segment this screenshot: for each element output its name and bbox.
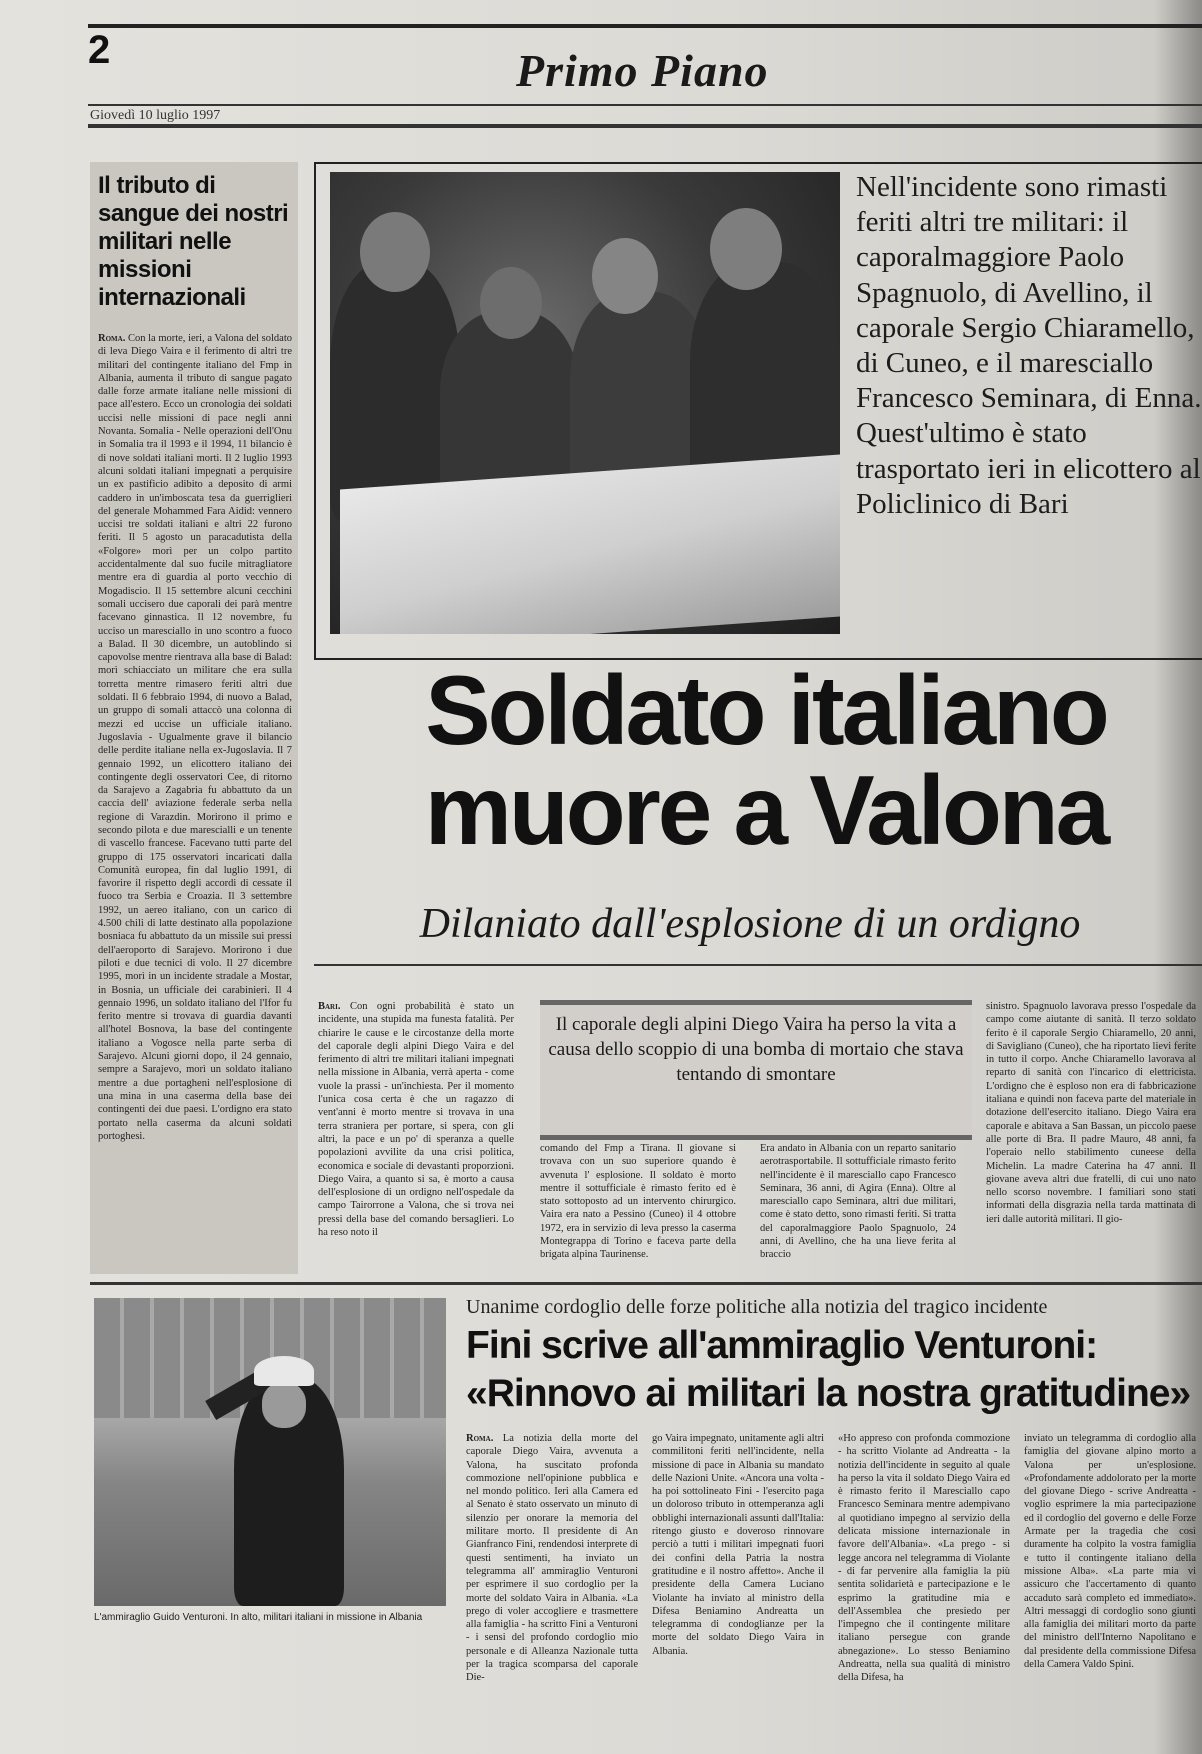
main-article-col-2: comando del Fmp a Tirana. Il giovane si trovava con un suo superiore quando è avvenuta l' esplosione. Il soldato è morto mentre il sottufficiale è rimasto ferito ed è stato sottoposto ad un intervento chirurgico. Vaira era nato a Pessino (Cuneo) il 4 ottobre 1972, era in servizio di leva presso la caserma Montegrappa di Torino e faceva parte della brigata alpina Taurinense. — [540, 1143, 736, 1261]
photo-quote: Nell'incidente sono rimasti feriti altri tre militari: il caporalmaggiore Paolo Spagnuolo, di Avellino, il caporale Sergio Chiaramello, di Cuneo, e il maresciallo Francesco Seminara, di Enna. Quest'ultimo è stato trasportato ieri in elicottero al Policlinico di Bari — [856, 171, 1202, 520]
main-article-col-3: Era andato in Albania con un reparto sanitario aerotrasportabile. Il sottufficiale rimasto ferito nell'incidente è il maresciallo capo Francesco Seminara, 36 anni, di Agira (Enna). Oltre al maresciallo capo Seminara, altri due militari, come è stato detto, sono rimasti feriti. Si tratta del caporalmaggiore Paolo Spagnuolo, 24 anni, di Avellino, che ha una lieve ferita al braccio — [760, 1143, 956, 1261]
second-kicker: Unanime cordoglio delle forze politiche alla notizia del tragico incidente — [466, 1296, 1048, 1318]
main-article-text-1: Con ogni probabilità è stato un incidente, una stupida ma funesta fatalità. Per chiarire le cause e le circostanze della morte del caporale degli alpini Diego Vaira e del ferimento di altri tre militari italiani impegnati nella missione in Albania, verrà aperta - come vuole la prassi - un'inchiesta. Per il momento l'unica cosa certa è che un ragazzo di vent'anni è morto mentre si trovava in una terra straniera per portare, si spera, con gli altri, la pace e un po' di speranza a quelle popolazioni avvilite da una crisi politica, economica e sociale di devastanti proporzioni. Diego Vaira, a quanto si sa, è morto a causa dell'esplosione di un ordigno nell'ospedale da campo Tairorrone a Valona, che si trova nei pressi della base del comando bersaglieri. Lo ha reso noto il — [318, 1001, 514, 1239]
issue-date: Giovedì 10 luglio 1997 — [90, 108, 221, 123]
sidebar-body — [98, 332, 292, 1143]
main-article-col-1 — [318, 1000, 514, 1239]
subhead-rule — [314, 964, 1202, 966]
section-rule — [90, 1282, 1202, 1285]
soldier-head — [480, 267, 542, 339]
sidebar-lead: Roma. — [98, 333, 126, 344]
soldiers-photo — [330, 172, 840, 634]
section-title: Primo Piano — [516, 45, 769, 96]
masthead-rule — [88, 104, 1202, 106]
second-article-col-2: go Vaira impegnato, unitamente agli altri commilitoni feriti nell'incidente, nella missione di pace in Albania su mandato delle Nazioni Unite. «Ancora una volta - ha poi sottolineato Fini - l'esercito paga un doloroso tributo in ottemperanza agli obblighi internazionali assunti dall'Italia: ritengo giusto e doveroso rinnovare perciò a tutti i militari impegnati fuori dei confini della Patria la nostra gratitudine e il nostro affetto». Anche il presidente della Camera Luciano Violante ha inviato al ministro della Difesa Beniamino Andreatta un telegramma di condoglianze per la morte del soldato Diego Vaira in Albania. — [652, 1433, 824, 1657]
main-subhead: Dilaniato dall'esplosione di un ordigno — [419, 901, 1081, 947]
soldier-head — [592, 238, 658, 314]
page-number: 2 — [88, 28, 111, 72]
soldier-head — [360, 212, 430, 292]
headline-line-1: Soldato italiano — [425, 655, 1107, 765]
main-article-col-4: sinistro. Spagnuolo lavorava presso l'ospedale da campo come aiutante di sanità. Il terzo soldato ferito è il caporale Sergio Chiaramello, 20 anni, di Savigliano (Cuneo), che ha riportato lievi ferite in tutto il corpo. Anche Chiaramello lavorava al reparto di sanità con l'incarico di elettricista. L'ordigno che è esploso non era di fabbricazione italiana e quindi non faceva parte del materiale in dotazione dell'esercito italiano. Diego Vaira era caporale e abitava a San Bassan, un piccolo paese alle porte di Bra. Il padre Mauro, 48 anni, fa l'operaio nello stabilimento cuneese della Michelin. La madre Caterina ha 47 anni. Il giovane aveva altri due fratelli, di cui uno nato nello scorso novembre. I familiari sono stati informati della disgrazia nella tarda mattinata di ieri dalle autorità militari. Il gio- — [986, 1001, 1196, 1225]
masthead-rule-lower — [88, 124, 1202, 128]
sidebar-title: Il tributo di sangue dei nostri militari nelle missioni internazionali — [98, 172, 289, 311]
soldier-head — [710, 208, 782, 290]
main-headline — [330, 655, 1202, 865]
second-article-text-1: La notizia della morte del caporale Diego Vaira, avvenuta a Valona, ha suscitato profonda commozione nell'opinione pubblica e nel mondo politico. Ieri alla Camera ed al Senato è stato osservato un minuto di silenzio per onorare la memoria del militare morto. Il presidente di An Gianfranco Fini, rendendosi interprete di questi sentimenti, ha inviato un telegramma all' ammiraglio Venturoni per esprimere il suo cordoglio per la morte del soldato Vaira in Albania. «La prego di voler accogliere e trasmettere alla famiglia - ha scritto Fini a Venturoni - i sensi del profondo cordoglio mio personale e di Alleanza Nazionale tutta per la tragica scomparsa del caporale Die- — [466, 1433, 638, 1684]
main-article-deck: Il caporale degli alpini Diego Vaira ha perso la vita a causa dello scoppio di una bomba di mortaio che stava tentando di smontare — [548, 1014, 964, 1085]
headline-line-2: muore a Valona — [424, 755, 1108, 865]
second-article-lead: Roma. — [466, 1433, 494, 1444]
second-headline-line-2: «Rinnovo ai militari la nostra gratitudine» — [466, 1372, 1191, 1415]
sidebar-text: Con la morte, ieri, a Valona del soldato di leva Diego Vaira e il ferimento di altri tre militari del contingente italiano del Fmp in Albania, aumenta il tributo di sangue pagato dalle forze armate italiane nelle missioni di pace all'estero. Ecco un cronologia dei soldati uccisi nelle missioni di pace negli anni Novanta. Somalia - Nelle operazioni dell'Onu in Somalia tra il 1993 e il 1994, 11 bilancio è di nove soldati italiani morti. Il 2 luglio 1993 alcuni soldati italiani impegnati a perquisire un ex pastificio adibito a deposito di armi caddero in un'imboscata tesa da guerriglieri del generale Mohammed Fara Aidid: vennero uccisi tre soldati italiani e altri 22 furono feriti. Il 5 agosto un paracadutista della «Folgore» morì per un colpo partito accidentalmente dal suo fucile mitragliatore mentre era di guardia al porto vecchio di Mogadiscio. Il 15 settembre alcuni cecchini somali uccisero due caporali dei parà mentre facevano ginnastica. Il 12 novembre, fu ucciso un maresciallo in uno scontro a fuoco a Balad. Il 30 dicembre, un autoblindo si capovolse mentre rientrava alla base di Balad: morì schiacciato un militare che era sulla torretta mentre rimasero feriti altri due soldati. Il 6 febbraio 1994, di nuovo a Balad, un gruppo di somali attaccò una colonna di mezzi ed uccise un ufficiale italiano. Jugoslavia - Ugualmente grave il bilancio delle perdite italiane nella ex-Jugoslavia. Il 7 gennaio 1992, un elicottero italiano dei contingente degli osservatori Cee, di ritorno da Sarajevo a Zagabria fu abbattuto da un caccia dell' aviazione federale serba nella regione di Varazdin. Morirono il primo e secondo pilota e due marescialli e un tenente di vascello francese. Facevano tutti parte del gruppo di 175 osservatori incaricati dalla Comunità europea, fin dal luglio 1991, di favorire il rispetto degli accordi di cessate il fuoco tra Serbia e Croazia. Il 3 settembre 1992, un aereo italiano, con un carico di 4.500 chili di latte destinato alla popolazione bosniaca fu abbattuto da un missile sui pressi dell'aeroporto di Sarajevo. Morirono i due piloti e due tecnici di volo. Il 27 dicembre 1995, morì in un incidente stradale a Mostar, in Bosnia, un ufficiale dei carabinieri. Il 4 gennaio 1996, un soldato italiano del l'Ifor fu ferito mentre si trovava di guardia davanti all'hotel Bosnova, la base del contingente italiano a Vogosce nella parte serba di Sarajevo. Alcuni giorni dopo, il 24 gennaio, sempre a Sarajevo, morì un soldato italiano mentre a due portagheni nell'esplosione di una mina in una caserma della base dei contingenti dei due paesi. L'ordigno era stato portato nella caserma da alcuni soldati portoghesi. — [98, 333, 292, 1142]
top-rule — [88, 24, 1202, 28]
second-article-col-3: «Ho appreso con profonda commozione - ha scritto Violante ad Andreatta - la notizia dell'incidente in seguito al quale ha perso la vita il soldato Diego Vaira ed è rimasto ferito il Maresciallo capo Francesco Seminara mentre adempivano al quotidiano impegno al servizio della delicata missione internazionale in favore dell'Albania». «La prego - si legge ancora nel telegramma di Violante - di far pervenire alla famiglia la più sentita solidarietà e partecipazione e le esprimo la gratitudine mia e dell'Assemblea che presiedo per l'impegno che il contingente militare italiano persegue con grande abnegazione». Lo stesso Beniamino Andreatta, nella sua qualità di ministro della Difesa, ha — [838, 1433, 1010, 1684]
photo-caption: L'ammiraglio Guido Venturoni. In alto, militari italiani in missione in Albania — [94, 1612, 423, 1623]
admiral-photo — [94, 1298, 446, 1606]
second-headline — [466, 1322, 1202, 1418]
admiral-face — [262, 1382, 306, 1428]
second-article-col-4: inviato un telegramma di cordoglio alla famiglia del giovane alpino morto a Valona per un'esplosione. «Profondamente addolorato per la morte del giovane Diego - scrive Andreatta - voglio esprimere la mia partecipazione ed il cordoglio del governo e delle Forze Armate per la tragedia che così duramente ha colpito la vostra famiglia e tutto il contingente italiano della missione Alba». «La parte mia vi assicuro che l'accertamento di quanto accaduto sarà completo ed immediato». Altri messaggi di cordoglio sono giunti alla famiglia dei militari morto da parte del ministro dell'Interno Napolitano e dal presidente della commissione Difesa della Camera Valdo Spini. — [1024, 1433, 1196, 1671]
main-article-lead: Bari. — [318, 1001, 341, 1012]
second-article-col-1 — [466, 1432, 638, 1685]
admiral-cap — [254, 1356, 314, 1386]
second-headline-line-1: Fini scrive all'ammiraglio Venturoni: — [466, 1324, 1098, 1367]
